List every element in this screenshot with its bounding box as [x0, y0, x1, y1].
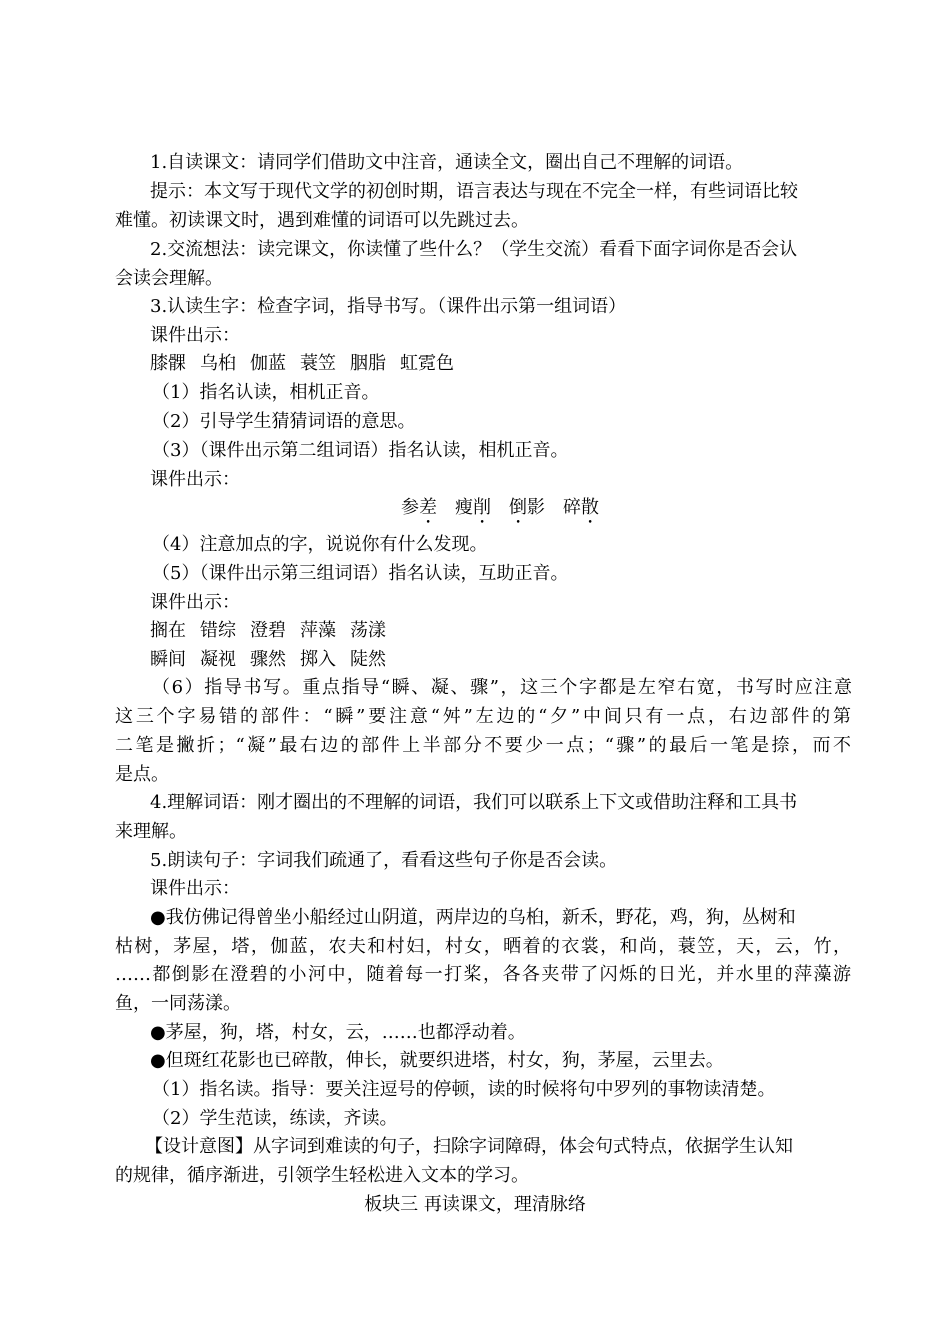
- bullet-sentence-3: ●但斑红花影也已碎散，伸长，就要织进塔，村女，狗，茅屋，云里去。: [150, 1050, 724, 1071]
- word-group-3-row-2: [150, 649, 400, 671]
- section-heading: 板块三 再读课文，理清脉络: [364, 1194, 586, 1215]
- instruction-6-line-1: （6）指导书写。重点指导“瞬、凝、骤”，这三个字都是左窄右宽，书写时应注意: [152, 677, 852, 698]
- word: 萍藻: [300, 620, 336, 641]
- instruction-3: （3）（课件出示第二组词语）指名认读，相机正音。: [152, 440, 569, 461]
- instruction-5: （5）（课件出示第三组词语）指名认读，互助正音。: [152, 563, 569, 584]
- word: 膝髁: [150, 353, 186, 374]
- instruction-6-line-3: 二笔是撇折；“凝”最右边的部件上半部分不要少一点；“骤”的最后一笔是捺，而不: [115, 735, 851, 756]
- word: 乌桕: [200, 353, 236, 374]
- instruction-4: （4）注意加点的字，说说你有什么发现。: [152, 534, 488, 555]
- word-group-3-row-1: [150, 620, 400, 642]
- dotted-word: 碎散: [563, 497, 599, 518]
- design-intent-line-2: 的规律，循序渐进，引领学生轻松进入文本的学习。: [115, 1165, 529, 1186]
- step-3-vocabulary: 3.认读生字：检查字词，指导书写。（课件出示第一组词语）: [150, 296, 627, 317]
- instruction-6-line-4: 是点。: [115, 764, 169, 785]
- instruction-6-line-2: 这三个字易错的部件：“瞬”要注意“舛”左边的“夕”中间只有一点，右边部件的第: [115, 706, 851, 727]
- word: 搁在: [150, 620, 186, 641]
- instruction-2: （2）引导学生猜猜词语的意思。: [152, 411, 416, 432]
- step-1-self-reading: 1.自读课文：请同学们借助文中注音，通读全文，圈出自己不理解的词语。: [150, 152, 744, 173]
- word: 骤然: [250, 649, 286, 670]
- word: 伽蓝: [250, 353, 286, 374]
- dotted-word: 瘦削: [455, 497, 491, 518]
- word: 错综: [200, 620, 236, 641]
- step-2-line-1: 2.交流想法：读完课文，你读懂了些什么？（学生交流）看看下面字词你是否会认: [150, 239, 798, 260]
- dotted-word: 倒影: [509, 497, 545, 518]
- word: 陡然: [350, 649, 386, 670]
- tip-line-1: 提示：本文写于现代文学的初创时期，语言表达与现在不完全一样，有些词语比较: [150, 181, 798, 202]
- step-4-line-1: 4.理解词语：刚才圈出的不理解的词语，我们可以联系上下文或借助注释和工具书: [150, 792, 798, 813]
- word: 胭脂: [350, 353, 386, 374]
- design-intent-line-1: 【设计意图】从字词到难读的句子，扫除字词障碍，体会句式特点，依据学生认知: [145, 1136, 793, 1157]
- dotted-word: 参差: [401, 497, 437, 518]
- word: 掷入: [300, 649, 336, 670]
- tip-line-2: 难懂。初读课文时，遇到难懂的词语可以先跳过去。: [115, 210, 529, 231]
- reading-step-1: （1）指名读。指导：要关注逗号的停顿，读的时候将句中罗列的事物读清楚。: [152, 1079, 776, 1100]
- courseware-label: 课件出示：: [150, 878, 240, 899]
- reading-step-2: （2）学生范读，练读，齐读。: [152, 1108, 398, 1129]
- courseware-label: 课件出示：: [150, 592, 240, 613]
- step-5-sentences: 5.朗读句子：字词我们疏通了，看看这些句子你是否会读。: [150, 850, 618, 871]
- bullet-sentence-1-line-1: ●我仿佛记得曾坐小船经过山阴道，两岸边的乌桕，新禾，野花，鸡，狗，丛树和: [150, 907, 796, 928]
- word: 蓑笠: [300, 353, 336, 374]
- word: 荡漾: [350, 620, 386, 641]
- bullet-sentence-1-line-2: 枯树，茅屋，塔，伽蓝，农夫和村妇，村女，晒着的衣裳，和尚，蓑笠，天，云，竹，: [115, 936, 851, 957]
- step-2-line-2: 会读会理解。: [115, 268, 223, 289]
- word: 虹霓色: [400, 353, 454, 374]
- word: 凝视: [200, 649, 236, 670]
- step-4-line-2: 来理解。: [115, 821, 187, 842]
- word: 瞬间: [150, 649, 186, 670]
- bullet-sentence-1-line-3: ……都倒影在澄碧的小河中，随着每一打桨，各各夹带了闪烁的日光，并水里的萍藻游: [115, 964, 851, 985]
- word-group-2-dotted: [401, 497, 599, 528]
- word-group-1: [150, 353, 468, 375]
- courseware-label: 课件出示：: [150, 469, 240, 490]
- bullet-sentence-1-line-4: 鱼，一同荡漾。: [115, 993, 241, 1014]
- word: 澄碧: [250, 620, 286, 641]
- bullet-sentence-2: ●茅屋，狗，塔，村女，云，……也都浮动着。: [150, 1022, 526, 1043]
- courseware-label: 课件出示：: [150, 325, 240, 346]
- instruction-1: （1）指名认读，相机正音。: [152, 382, 380, 403]
